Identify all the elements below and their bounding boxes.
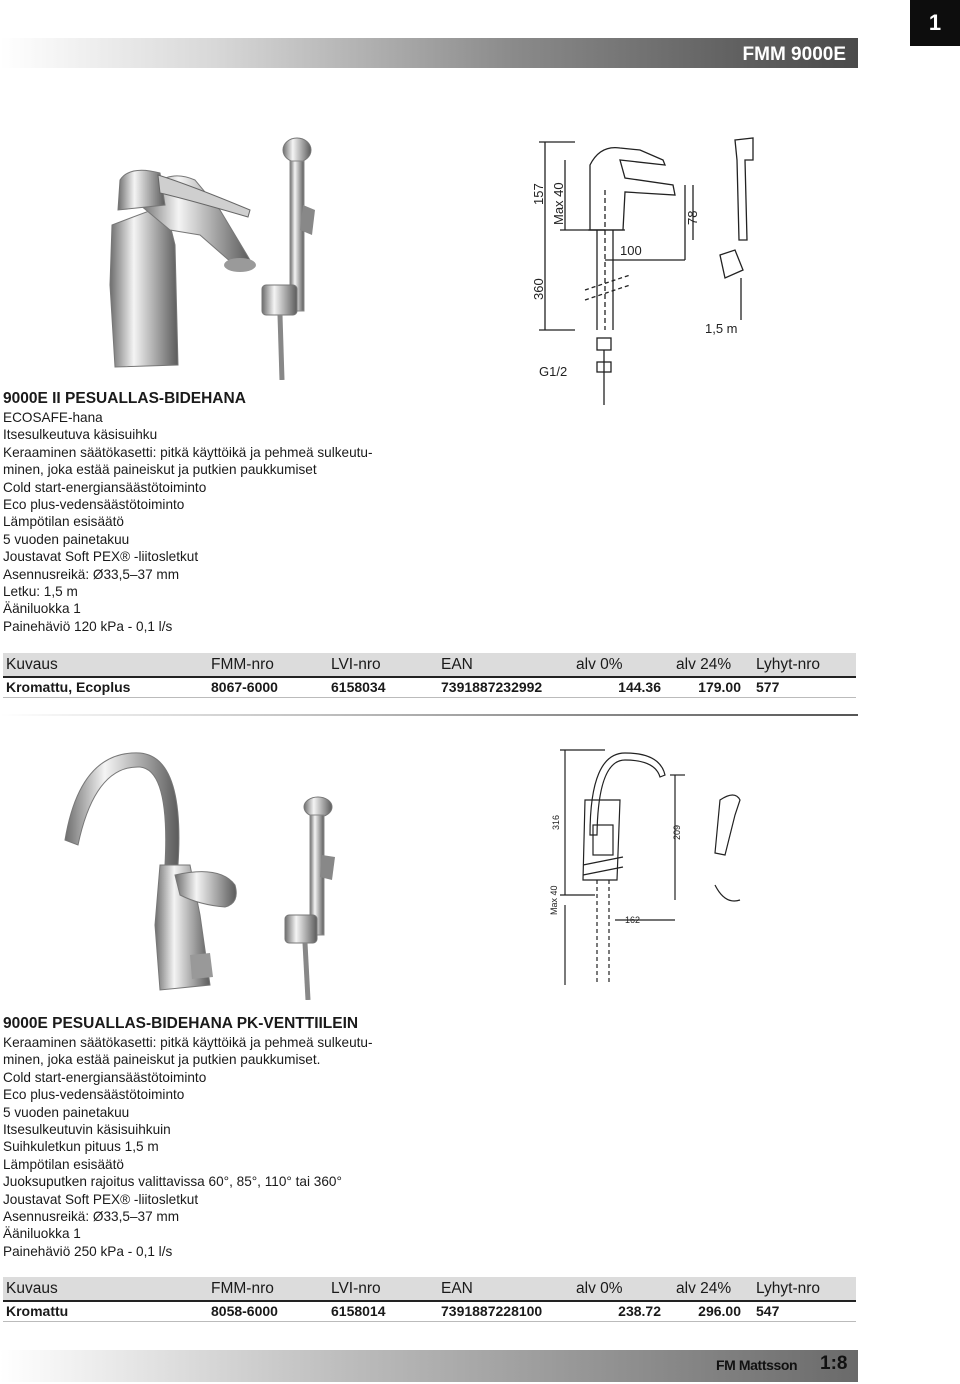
page-number: 1 [910, 0, 960, 46]
cell: 6158014 [328, 1301, 438, 1321]
col-ean: EAN [438, 653, 573, 677]
spec-line: Eco plus-vedensäästötoiminto [3, 1087, 185, 1103]
footer-ratio: 1:8 [820, 1353, 848, 1374]
dim-max40: Max 40 [551, 182, 566, 225]
product1-table [3, 653, 856, 698]
cell: 7391887228100 [438, 1301, 573, 1321]
thread-label: G1/2 [539, 364, 568, 379]
product1-drawing [525, 130, 755, 410]
page-title: FMM 9000E [742, 44, 846, 65]
col-lyhyt: Lyhyt-nro [753, 1277, 856, 1301]
header-bar [0, 38, 858, 68]
col-kuvaus: Kuvaus [3, 1277, 208, 1301]
table-header [3, 1277, 856, 1301]
product2-specs [3, 1034, 373, 1260]
dim-360: 360 [531, 278, 546, 300]
spec-line: Suihkuletkun pituus 1,5 m [3, 1139, 159, 1155]
section-divider [0, 714, 858, 716]
cell: 577 [753, 677, 856, 697]
spec-line: Letku: 1,5 m [3, 584, 78, 600]
product1-photo [100, 135, 330, 380]
cell: 8067-6000 [208, 677, 328, 697]
dim-316: 316 [551, 814, 561, 830]
col-alv0: alv 0% [573, 653, 673, 677]
spec-line: Asennusreikä: Ø33,5–37 mm [3, 1209, 180, 1225]
col-lyhyt: Lyhyt-nro [753, 653, 856, 677]
product1-specs [3, 409, 373, 635]
product2-title: 9000E PESUALLAS-BIDEHANA PK-VENTTIILEIN [3, 1015, 359, 1032]
spec-line: Joustavat Soft PEX® -liitosletkut [3, 1191, 199, 1207]
cell: 144.36 [573, 677, 673, 697]
spec-line: minen, joka estää paineiskut ja putkien paukkumiset [3, 462, 317, 478]
col-fmm: FMM-nro [208, 1277, 328, 1301]
spec-line: Lämpötilan esisäätö [3, 514, 124, 530]
col-lvi: LVI-nro [328, 1277, 438, 1301]
spec-line: ECOSAFE-hana [3, 410, 103, 425]
spec-line: Painehäviö 250 kPa - 0,1 l/s [3, 1243, 173, 1259]
spec-line: Ääniluokka 1 [3, 1226, 81, 1242]
spec-line: Cold start-energiansäästötoiminto [3, 479, 207, 495]
col-ean: EAN [438, 1277, 573, 1301]
dim-100: 100 [620, 243, 642, 258]
product2-photo [60, 745, 350, 1000]
cell: 238.72 [573, 1301, 673, 1321]
dim-157: 157 [531, 183, 546, 205]
spec-line: Itsesulkeutuvin käsisuihkuin [3, 1122, 171, 1138]
spec-line: Itsesulkeutuva käsisuihku [3, 427, 158, 443]
cell: Kromattu [3, 1301, 208, 1321]
spec-line: Cold start-energiansäästötoiminto [3, 1069, 207, 1085]
col-alv24: alv 24% [673, 653, 753, 677]
col-kuvaus: Kuvaus [3, 653, 208, 677]
spec-line: Painehäviö 120 kPa - 0,1 l/s [3, 618, 173, 634]
cell: 179.00 [673, 677, 753, 697]
cell: 7391887232992 [438, 677, 573, 697]
table-row [3, 677, 856, 697]
spec-line: 5 vuoden painetakuu [3, 1104, 130, 1120]
product2-drawing [535, 745, 755, 990]
cell: 8058-6000 [208, 1301, 328, 1321]
spec-line: minen, joka estää paineiskut ja putkien paukkumiset. [3, 1052, 321, 1068]
spec-line: Keraaminen säätökasetti: pitkä käyttöikä ja pehmeä sulkeutu- [3, 444, 373, 460]
dim-162: 162 [625, 915, 641, 925]
cell: 296.00 [673, 1301, 753, 1321]
spec-line: Juoksuputken rajoitus valittavissa 60°, 85°, 110° tai 360° [3, 1174, 342, 1190]
cell: 547 [753, 1301, 856, 1321]
dim-78: 78 [685, 210, 700, 225]
cell: Kromattu, Ecoplus [3, 677, 208, 697]
col-lvi: LVI-nro [328, 653, 438, 677]
col-alv24: alv 24% [673, 1277, 753, 1301]
brand-logo: FM Mattsson [716, 1357, 798, 1373]
spec-line: Keraaminen säätökasetti: pitkä käyttöikä ja pehmeä sulkeutu- [3, 1035, 373, 1050]
dim-hose: 1,5 m [705, 321, 738, 336]
spec-line: Joustavat Soft PEX® -liitosletkut [3, 549, 199, 565]
col-alv0: alv 0% [573, 1277, 673, 1301]
table-header [3, 653, 856, 677]
dim-max40: Max 40 [549, 885, 559, 915]
product1-title: 9000E II PESUALLAS-BIDEHANA [3, 390, 246, 407]
dim-209: 209 [672, 824, 682, 840]
spec-line: Ääniluokka 1 [3, 601, 81, 617]
product2-table [3, 1277, 856, 1322]
table-row [3, 1301, 856, 1321]
cell: 6158034 [328, 677, 438, 697]
spec-line: Lämpötilan esisäätö [3, 1156, 124, 1172]
col-fmm: FMM-nro [208, 653, 328, 677]
spec-line: Asennusreikä: Ø33,5–37 mm [3, 566, 180, 582]
spec-line: 5 vuoden painetakuu [3, 531, 130, 547]
spec-line: Eco plus-vedensäästötoiminto [3, 497, 185, 513]
